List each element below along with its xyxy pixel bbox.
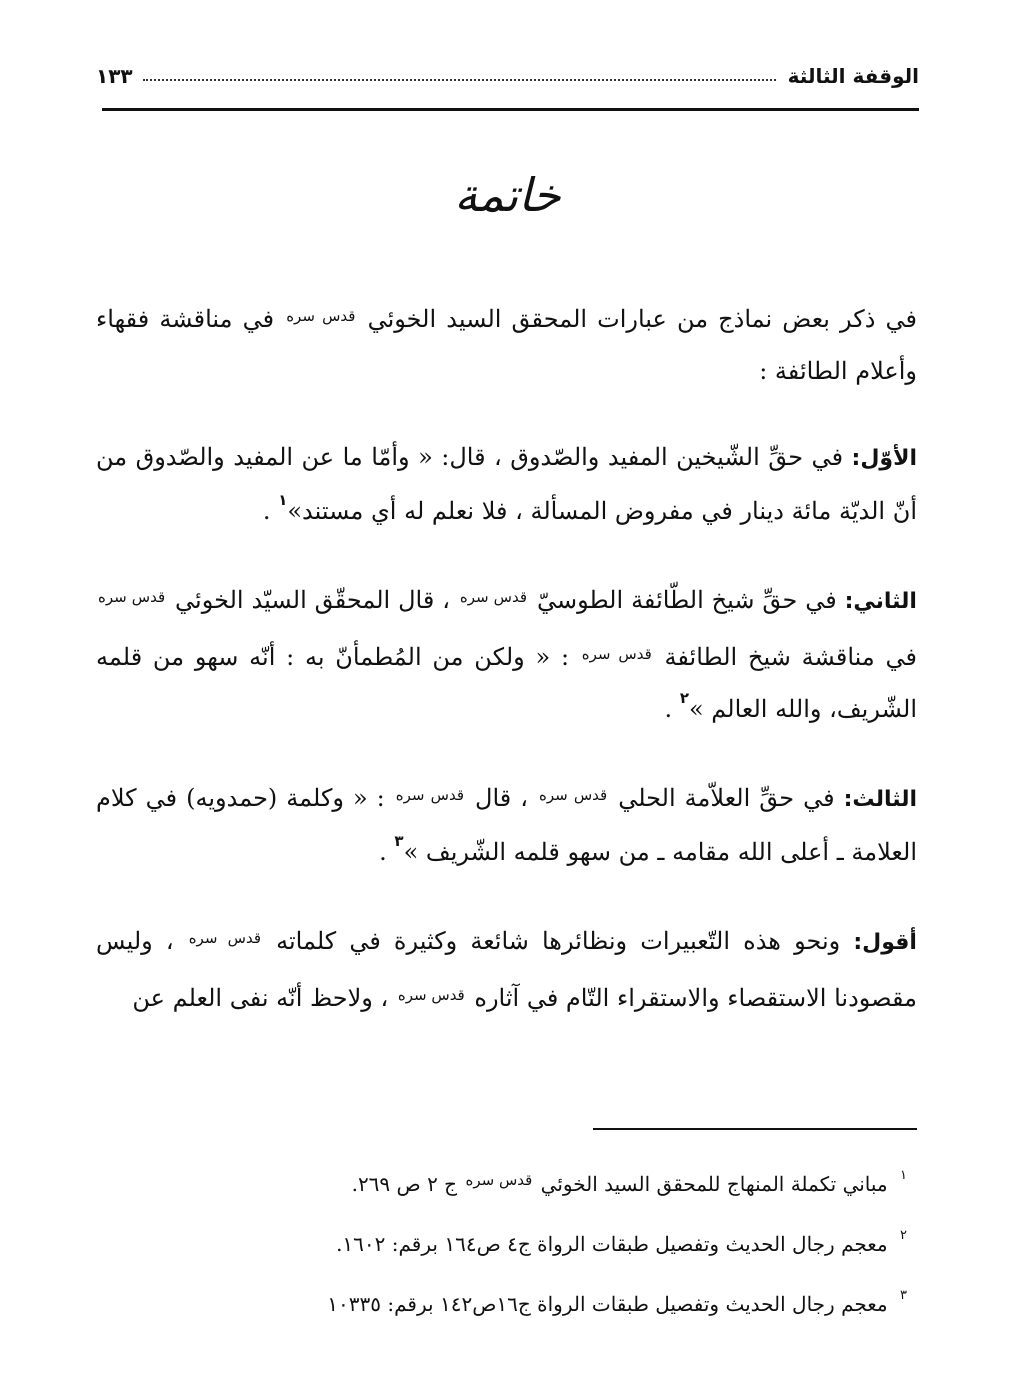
- honorific-mark: قدس سره: [395, 786, 464, 804]
- chapter-title: خاتمة: [454, 168, 561, 222]
- running-header: [96, 48, 919, 88]
- paragraph-text-third-a: في حقِّ العلاّمة الحلي: [618, 784, 835, 812]
- paragraph-lead-second: الثاني:: [844, 589, 917, 614]
- paragraph-lead-first: الأوّل:: [851, 446, 917, 471]
- footnote-number: ٣: [900, 1288, 907, 1303]
- paragraph-fourth: [96, 912, 917, 1024]
- paragraph-third: [96, 769, 917, 878]
- paragraph-text-third-c: : « وكلمة (حمدويه) في كلام العلامة ـ أعلى الله مقامه ـ من سهو قلمه الشّريف »: [96, 784, 917, 866]
- intro-paragraph: [96, 290, 917, 397]
- honorific-mark: قدس سره: [98, 588, 166, 606]
- footnote-text: معجم رجال الحديث وتفصيل طبقات الرواة ج١٦ص١٤٢ برقم: ١٠٣٣٥: [327, 1292, 888, 1316]
- page-number: ١٣٣: [96, 64, 133, 88]
- honorific-mark: قدس سره: [188, 929, 262, 947]
- honorific-mark: قدس سره: [465, 1171, 533, 1189]
- main-text: [96, 290, 917, 1058]
- paragraph-text-second-b: ، قال المحقّق السيّد الخوئي: [175, 586, 450, 614]
- footnotes: [120, 1150, 907, 1330]
- running-header-title: الوقفة الثالثة: [787, 64, 919, 88]
- intro-text-end: في مناقشة فقهاء وأعلام الطائفة :: [96, 305, 917, 385]
- footnote-number: ٢: [900, 1228, 907, 1243]
- paragraph-second: [96, 571, 917, 735]
- honorific-mark: قدس سره: [286, 307, 356, 325]
- honorific-mark: قدس سره: [397, 986, 465, 1004]
- paragraph-tail-third: .: [379, 838, 387, 866]
- honorific-mark: قدس سره: [581, 645, 652, 663]
- paragraph-lead-third: الثالث:: [843, 787, 917, 812]
- paragraph-text-second-a: في حقِّ شيخ الطّائفة الطوسيّ: [536, 586, 837, 614]
- footnote-ref-1[interactable]: ١: [278, 491, 288, 509]
- paragraph-text-first: في حقِّ الشّيخين المفيد والصّدوق ، قال: « وأمّا ما عن المفيد والصّدوق من أنّ الديّة مائة دينار في مفروض المسألة ، فلا نعلم له أي مستند»: [96, 443, 917, 525]
- footnote-ref-3[interactable]: ٣: [394, 832, 404, 850]
- footnote-item: [120, 1150, 907, 1210]
- paragraph-tail-first: .: [262, 497, 271, 525]
- paragraph-text-fourth-b: ، وليس مقصودنا الاستقصاء والاستقراء التّام في آثاره: [96, 927, 917, 1012]
- footnote-tail: ج ٢ ص ٢٦٩.: [351, 1172, 458, 1196]
- honorific-mark: قدس سره: [539, 786, 608, 804]
- footnote-number: ١: [900, 1168, 907, 1183]
- paragraph-text-fourth-c: ، ولاحظ أنّه نفى العلم عن: [132, 984, 389, 1012]
- paragraph-first: [96, 431, 917, 537]
- intro-text: في ذكر بعض نماذج من عبارات المحقق السيد الخوئي: [367, 305, 917, 333]
- honorific-mark: قدس سره: [459, 588, 528, 606]
- footnote-rule: [593, 1128, 917, 1130]
- footnote-item: [120, 1210, 907, 1270]
- paragraph-text-second-d: : « ولكن من المُطمأنّ به : أنّه سهو من قلمه الشّريف، والله العالم »: [96, 643, 917, 723]
- paragraph-text-third-b: ، قال: [475, 784, 528, 812]
- leader-dots: [143, 79, 776, 81]
- paragraph-lead-fourth: أقول:: [853, 930, 917, 955]
- paragraph-text-second-c: في مناقشة شيخ الطائفة: [664, 643, 917, 671]
- footnote-ref-2[interactable]: ٢: [679, 689, 689, 707]
- paragraph-tail-second: .: [664, 695, 673, 723]
- footnote-text: معجم رجال الحديث وتفصيل طبقات الرواة ج٤ ص١٦٤ برقم: ١٦٠٢.: [336, 1232, 888, 1256]
- footnote-item: [120, 1270, 907, 1330]
- footnote-text: مباني تكملة المنهاج للمحقق السيد الخوئي: [540, 1172, 888, 1196]
- paragraph-text-fourth-a: ونحو هذه التّعبيرات ونظائرها شائعة وكثيرة في كلماته: [276, 927, 841, 955]
- header-rule: [102, 108, 919, 111]
